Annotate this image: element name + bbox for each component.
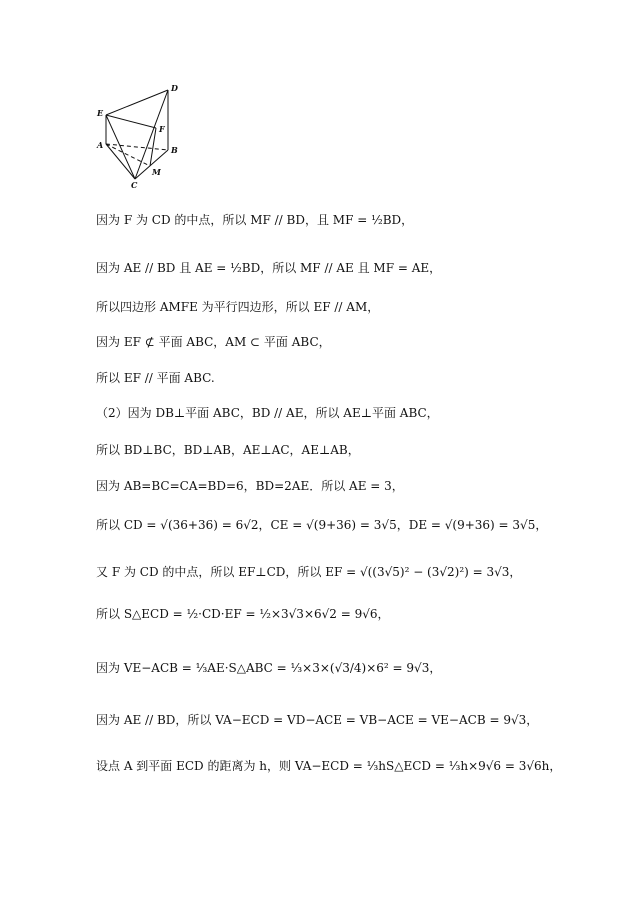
solution-line: 因为 F 为 CD 的中点，所以 MF // BD，且 MF = ½BD， <box>96 213 414 227</box>
edge-ED <box>106 90 168 115</box>
label-M: M <box>152 167 161 177</box>
solution-line: 设点 A 到平面 ECD 的距离为 h，则 VA−ECD = ⅓hS△ECD = ⅓h×9√6 = 3√6h， <box>96 759 562 773</box>
solution-line: 所以 EF // 平面 ABC. <box>96 371 215 385</box>
edge-DC <box>135 90 168 179</box>
geometry-figure <box>92 78 192 190</box>
solution-line: 因为 AE // BD，所以 VA−ECD = VD−ACE = VB−ACE = VE−ACB = 9√3， <box>96 713 539 727</box>
label-B: B <box>171 145 178 155</box>
edge-EF <box>106 115 156 128</box>
solution-line: 所以 S△ECD = ½·CD·EF = ½×3√3×6√2 = 9√6， <box>96 607 390 621</box>
label-C: C <box>131 180 138 190</box>
edge-EC <box>106 115 135 179</box>
label-E: E <box>97 108 104 118</box>
solution-line: 因为 EF ⊄ 平面 ABC，AM ⊂ 平面 ABC， <box>96 335 331 349</box>
solution-line: （2）因为 DB⊥平面 ABC，BD // AE，所以 AE⊥平面 ABC， <box>96 406 439 420</box>
solution-line: 因为 AE // BD 且 AE = ½BD，所以 MF // AE 且 MF = AE， <box>96 261 442 275</box>
label-D: D <box>171 83 178 93</box>
solution-line: 又 F 为 CD 的中点，所以 EF⊥CD，所以 EF = √((3√5)² − (3√2)²) = 3√3， <box>96 565 522 579</box>
solution-line: 所以 BD⊥BC，BD⊥AB，AE⊥AC，AE⊥AB， <box>96 443 360 457</box>
label-A: A <box>97 140 104 150</box>
solution-line: 所以四边形 AMFE 为平行四边形，所以 EF // AM， <box>96 300 380 314</box>
solution-line: 所以 CD = √(36+36) = 6√2，CE = √(9+36) = 3√5，DE = √(9+36) = 3√5， <box>96 518 548 532</box>
edge-FM <box>150 128 156 166</box>
label-F: F <box>159 124 165 134</box>
solution-line: 因为 VE−ACB = ⅓AE·S△ABC = ⅓×3×(√3/4)×6² = 9√3， <box>96 661 442 675</box>
solution-line: 因为 AB=BC=CA=BD=6，BD=2AE．所以 AE = 3， <box>96 479 404 493</box>
edge-AC <box>106 144 135 179</box>
